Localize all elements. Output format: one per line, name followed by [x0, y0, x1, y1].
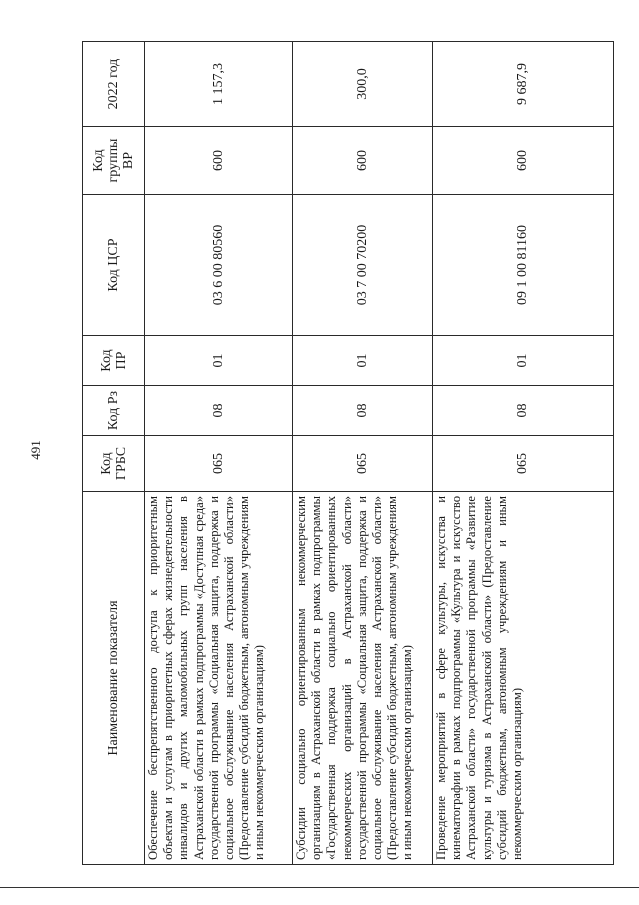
budget-table-container: [82, 42, 613, 865]
cell-csr: 09 1 00 81160: [433, 195, 614, 336]
cell-name: Обеспечение беспрепятственного доступа к приоритетным объектам и услугам в приоритетных сферах жизнедеятельности инвалидов и других маломобильных групп населения в Астраханской области в рамках подпрограммы «Доступная среда» государственной программы «Социальная защита, поддержка и социальное обслуживание населения Астраханской области» (Предоставление субсидий бюджетным, автономным учреждениям и иным некоммерческим организациям): [145, 492, 293, 865]
table-header-row: [83, 42, 145, 865]
table-row: [145, 42, 293, 865]
header-grbs: Код ГРБС: [83, 436, 145, 492]
header-csr: Код ЦСР: [83, 195, 145, 336]
cell-vr: 600: [293, 127, 433, 195]
cell-name: Субсидии социально ориентированным некоммерческим организациям в Астраханской области в рамках подпрограммы «Государственная поддержка социально ориентированных некоммерческих организаций в Астраханской области» государственной программы «Социальная защита, поддержка и социальное обслуживание населения Астраханской области» (Предоставление субсидий бюджетным, автономным учреждениям и иным некоммерческим организациям): [293, 492, 433, 865]
header-pr: Код ПР: [83, 336, 145, 386]
header-year: 2022 год: [83, 42, 145, 127]
table-row: [293, 42, 433, 865]
cell-grbs: 065: [433, 436, 614, 492]
cell-rz: 08: [433, 386, 614, 436]
header-rz: Код Рз: [83, 386, 145, 436]
page-number: 491: [28, 440, 43, 460]
cell-amount: 300,0: [293, 42, 433, 127]
cell-grbs: 065: [293, 436, 433, 492]
rotated-table-frame: [82, 42, 613, 865]
cell-csr: 03 6 00 80560: [145, 195, 293, 336]
cell-pr: 01: [433, 336, 614, 386]
header-vr: Код группы ВР: [83, 127, 145, 195]
cell-pr: 01: [145, 336, 293, 386]
cell-amount: 1 157,3: [145, 42, 293, 127]
cell-grbs: 065: [145, 436, 293, 492]
table-row: [433, 42, 614, 865]
cell-pr: 01: [293, 336, 433, 386]
cell-vr: 600: [433, 127, 614, 195]
cell-csr: 03 7 00 70200: [293, 195, 433, 336]
header-name: Наименование показателя: [83, 492, 145, 865]
cell-rz: 08: [145, 386, 293, 436]
cell-vr: 600: [145, 127, 293, 195]
page-bottom-divider: [0, 887, 639, 888]
cell-amount: 9 687,9: [433, 42, 614, 127]
budget-table: [82, 41, 614, 865]
cell-rz: 08: [293, 386, 433, 436]
cell-name: Проведение мероприятий в сфере культуры, искусства и кинематографии в рамках подпрограммы «Культура и искусство Астраханской области» государственной программы «Развитие культуры и туризма в Астраханской области» (Предоставление субсидий бюджетным, автономным учреждениям и иным некоммерческим организациям): [433, 492, 614, 865]
